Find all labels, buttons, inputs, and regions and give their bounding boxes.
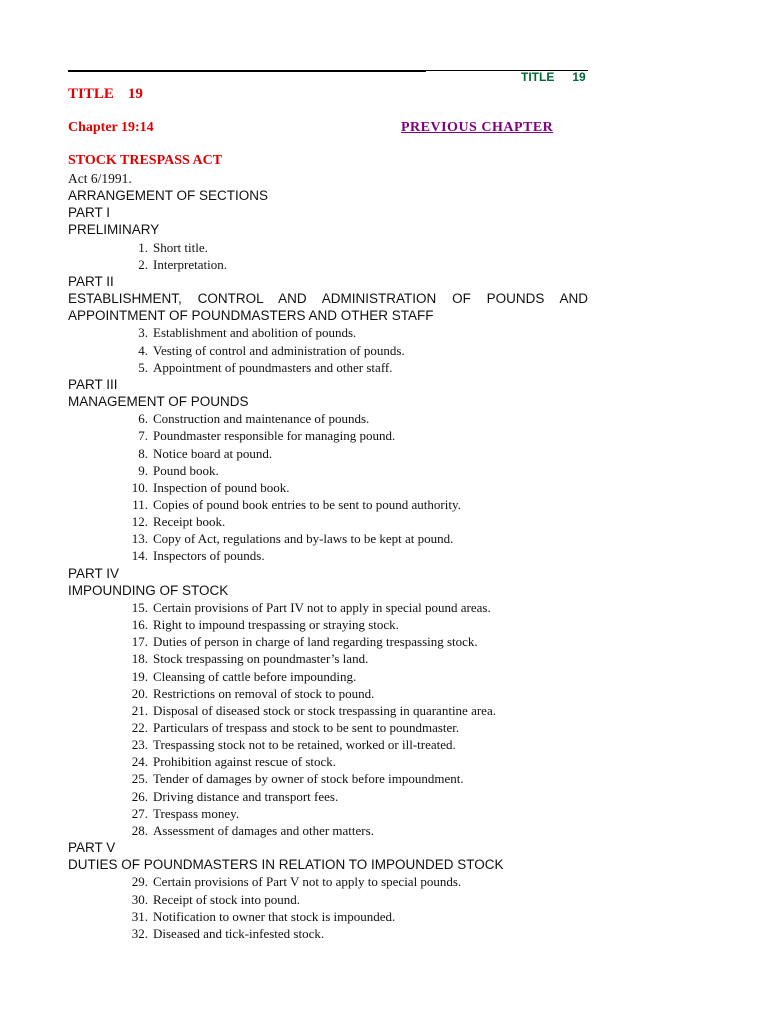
section-title: Certain provisions of Part IV not to apply in special pound areas. bbox=[153, 599, 491, 615]
chapter-heading: Chapter 19:14 bbox=[68, 120, 154, 135]
section-number: 4. bbox=[138, 342, 148, 358]
section-title: Right to impound trespassing or straying stock. bbox=[153, 617, 399, 633]
section-entry bbox=[68, 599, 588, 616]
section-entry bbox=[68, 324, 588, 341]
section-title: Poundmaster responsible for managing pound. bbox=[153, 428, 396, 444]
section-title: Inspectors of pounds. bbox=[153, 548, 265, 564]
section-number: 12. bbox=[131, 514, 148, 530]
section-title: Stock trespassing on poundmaster’s land. bbox=[153, 651, 369, 667]
section-title: Notification to owner that stock is impounded. bbox=[153, 908, 396, 924]
section-title: Duties of person in charge of land regarding trespassing stock. bbox=[153, 634, 478, 650]
title-number: 19 bbox=[127, 86, 143, 102]
section-title: Disposal of diseased stock or stock trespassing in quarantine area. bbox=[153, 702, 496, 718]
section-entry bbox=[68, 410, 588, 427]
section-entry bbox=[68, 736, 588, 753]
section-number: 13. bbox=[131, 531, 148, 547]
section-number: 6. bbox=[138, 411, 148, 427]
arrangement-heading: ARRANGEMENT OF SECTIONS bbox=[68, 188, 269, 204]
section-number: 15. bbox=[131, 599, 148, 615]
act-number: Act 6/1991. bbox=[68, 171, 132, 186]
part-heading: MANAGEMENT OF POUNDS bbox=[68, 394, 249, 410]
section-title: Diseased and tick-infested stock. bbox=[153, 925, 325, 941]
section-number: 5. bbox=[138, 359, 148, 375]
running-header bbox=[521, 70, 586, 84]
section-entry bbox=[68, 530, 588, 547]
section-number: 32. bbox=[131, 925, 148, 941]
section-entry bbox=[68, 342, 588, 359]
section-entry bbox=[68, 496, 588, 513]
section-entry bbox=[68, 873, 588, 890]
section-title: Inspection of pound book. bbox=[153, 479, 290, 495]
section-entry bbox=[68, 239, 588, 256]
section-number: 11. bbox=[132, 496, 148, 512]
section-entry bbox=[68, 702, 588, 719]
section-entry bbox=[68, 445, 588, 462]
section-title: Assessment of damages and other matters. bbox=[153, 822, 374, 838]
section-number: 31. bbox=[131, 908, 148, 924]
section-number: 10. bbox=[131, 479, 148, 495]
section-number: 8. bbox=[138, 445, 148, 461]
section-entry bbox=[68, 685, 588, 702]
section-title: Pound book. bbox=[153, 462, 219, 478]
section-title: Certain provisions of Part V not to apply to special pounds. bbox=[153, 874, 462, 890]
section-number: 27. bbox=[131, 805, 148, 821]
section-number: 3. bbox=[138, 325, 148, 341]
section-title: Short title. bbox=[153, 239, 208, 255]
section-number: 9. bbox=[138, 462, 148, 478]
section-entry bbox=[68, 359, 588, 376]
section-title: Construction and maintenance of pounds. bbox=[153, 411, 370, 427]
section-title: Restrictions on removal of stock to pound. bbox=[153, 685, 375, 701]
section-number: 23. bbox=[131, 737, 148, 753]
running-header-number: 19 bbox=[572, 70, 586, 84]
section-number: 24. bbox=[131, 754, 148, 770]
section-title: Driving distance and transport fees. bbox=[153, 788, 339, 804]
section-number: 21. bbox=[131, 702, 148, 718]
section-number: 7. bbox=[138, 428, 148, 444]
section-entry bbox=[68, 616, 588, 633]
section-entry bbox=[68, 513, 588, 530]
section-entry bbox=[68, 753, 588, 770]
section-entry bbox=[68, 770, 588, 787]
act-title: STOCK TRESPASS ACT bbox=[68, 153, 223, 168]
section-number: 30. bbox=[131, 891, 148, 907]
section-title: Receipt book. bbox=[153, 514, 226, 530]
section-title: Interpretation. bbox=[153, 256, 227, 272]
part-heading: IMPOUNDING OF STOCK bbox=[68, 582, 229, 598]
section-entry bbox=[68, 908, 588, 925]
header-rule bbox=[68, 70, 426, 72]
section-entry bbox=[68, 462, 588, 479]
section-number: 22. bbox=[131, 720, 148, 735]
section-number: 18. bbox=[131, 651, 148, 667]
section-title: Trespass money. bbox=[153, 805, 240, 821]
section-entry bbox=[68, 427, 588, 444]
title-label: TITLE bbox=[68, 86, 114, 102]
previous-chapter-link[interactable]: PREVIOUS CHAPTER bbox=[401, 120, 554, 135]
section-entry bbox=[68, 719, 588, 736]
section-title: Copy of Act, regulations and by-laws to be kept at pound. bbox=[153, 531, 454, 547]
part-label: PART IV bbox=[68, 565, 120, 581]
section-title: Trespassing stock not to be retained, worked or ill-treated. bbox=[153, 737, 456, 753]
parts-list bbox=[68, 204, 588, 942]
section-number: 2. bbox=[138, 256, 148, 272]
section-entry bbox=[68, 668, 588, 685]
section-entry bbox=[68, 479, 588, 496]
section-number: 25. bbox=[131, 771, 148, 787]
section-number: 28. bbox=[131, 822, 148, 838]
section-entry bbox=[68, 256, 588, 273]
section-number: 19. bbox=[131, 668, 148, 684]
section-title: Notice board at pound. bbox=[153, 445, 273, 461]
section-entry bbox=[68, 891, 588, 908]
section-entry bbox=[68, 822, 588, 839]
section-number: 16. bbox=[131, 617, 148, 633]
section-entry bbox=[68, 633, 588, 650]
section-title: Tender of damages by owner of stock before impoundment. bbox=[153, 771, 464, 787]
section-title: Cleansing of cattle before impounding. bbox=[153, 668, 357, 684]
section-entry bbox=[68, 650, 588, 667]
section-entry bbox=[68, 547, 588, 564]
section-number: 1. bbox=[138, 239, 148, 255]
section-title: Vesting of control and administration of pounds. bbox=[153, 342, 405, 358]
part-heading: DUTIES OF POUNDMASTERS IN RELATION TO IMPOUNDED STOCK bbox=[68, 857, 504, 873]
section-number: 29. bbox=[131, 874, 148, 890]
section-title: Particulars of trespass and stock to be sent to poundmaster. bbox=[153, 720, 460, 735]
section-number: 20. bbox=[131, 685, 148, 701]
section-entry bbox=[68, 788, 588, 805]
section-title: Receipt of stock into pound. bbox=[153, 891, 300, 907]
section-entry bbox=[68, 925, 588, 942]
section-entry bbox=[68, 805, 588, 822]
title-heading bbox=[68, 86, 143, 103]
section-number: 14. bbox=[131, 548, 148, 564]
part-heading: APPOINTMENT OF POUNDMASTERS AND OTHER STAFF bbox=[68, 308, 434, 324]
part-label: PART III bbox=[68, 376, 118, 392]
section-title: Copies of pound book entries to be sent to pound authority. bbox=[153, 496, 461, 512]
running-header-label: TITLE bbox=[521, 70, 555, 84]
part-heading: ESTABLISHMENT, CONTROL AND ADMINISTRATION OF POUNDS AND bbox=[68, 291, 588, 307]
section-number: 26. bbox=[131, 788, 148, 804]
section-number: 17. bbox=[131, 634, 148, 650]
section-title: Establishment and abolition of pounds. bbox=[153, 325, 357, 341]
section-title: Prohibition against rescue of stock. bbox=[153, 754, 337, 770]
part-heading: PRELIMINARY bbox=[68, 222, 160, 238]
part-label: PART V bbox=[68, 840, 116, 856]
part-label: PART I bbox=[68, 205, 111, 221]
section-title: Appointment of poundmasters and other staff. bbox=[153, 359, 393, 375]
part-label: PART II bbox=[68, 273, 114, 289]
arrangement-of-sections bbox=[68, 170, 588, 942]
